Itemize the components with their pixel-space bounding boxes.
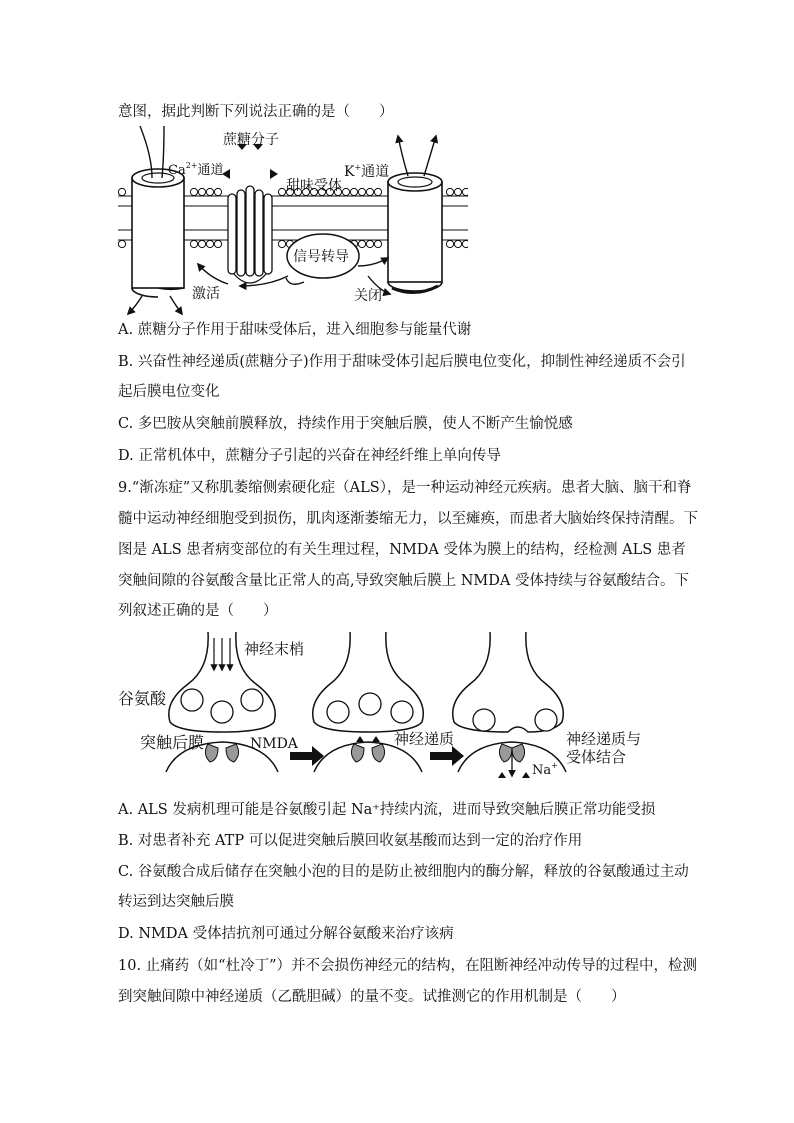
transmitter-receptor-binding-label-1: 神经递质与 bbox=[566, 730, 642, 748]
na-ion-label: Na+ bbox=[532, 761, 558, 778]
phospholipid-head bbox=[374, 188, 381, 195]
q8-option-b-cont: 起后膜电位变化 bbox=[118, 384, 220, 400]
q8-stem-tail: 意图，据此判断下列说法正确的是（ ） bbox=[118, 104, 394, 120]
phospholipid-head bbox=[350, 188, 357, 195]
q10-stem-1: 10. 止痛药（如“杜冷丁”）并不会损伤神经元的结构，在阻断神经冲动传导的过程中，检测 bbox=[118, 958, 697, 974]
q8-option-b: B. 兴奋性神经递质(蔗糖分子)作用于甜味受体引起后膜电位变化，抑制性神经递质不会引 bbox=[118, 354, 686, 370]
ca-channel bbox=[128, 126, 184, 314]
glutamate-label: 谷氨酸 bbox=[118, 689, 167, 708]
phospholipid-head bbox=[118, 240, 125, 247]
phospholipid-head bbox=[206, 240, 213, 247]
phospholipid-head bbox=[462, 188, 468, 195]
q9-option-a: A. ALS 发病机理可能是谷氨酸引起 Na⁺持续内流，进而导致突触后膜正常功能受损 bbox=[118, 802, 656, 818]
phospholipid-head bbox=[462, 240, 468, 247]
q9-stem-2: 髓中运动神经细胞受到损伤，肌肉逐渐萎缩无力，以至瘫痪，而患者大脑始终保持清醒。下 bbox=[118, 511, 698, 527]
sucrose-label: 蔗糖分子 bbox=[223, 132, 279, 148]
q10-stem-2: 到突触间隙中神经递质（乙酰胆碱）的量不变。试推测它的作用机制是（ ） bbox=[118, 989, 626, 1005]
q9-stem-3: 图是 ALS 患者病变部位的有关生理过程，NMDA 受体为膜上的结构，经检测 ALS 患者 bbox=[118, 542, 686, 558]
phospholipid-head bbox=[190, 240, 197, 247]
phospholipid-head bbox=[342, 188, 349, 195]
q8-option-a: A. 蔗糖分子作用于甜味受体后，进入细胞参与能量代谢 bbox=[118, 322, 472, 338]
activate-label: 激活 bbox=[192, 286, 220, 302]
synapse-nmda-figure bbox=[118, 632, 678, 792]
k-channel-label: K+通道 bbox=[344, 163, 390, 180]
q9-option-c: C. 谷氨酸合成后储存在突触小泡的目的是防止被细胞内的酶分解，释放的谷氨酸通过主动 bbox=[118, 864, 689, 880]
sweet-receptor bbox=[228, 186, 272, 283]
phospholipid-head bbox=[454, 240, 461, 247]
postsynaptic-membrane-label: 突触后膜 bbox=[140, 733, 205, 752]
phospholipid-head bbox=[198, 188, 205, 195]
nerve-ending-label: 神经末梢 bbox=[244, 640, 305, 658]
phospholipid-head bbox=[446, 188, 453, 195]
sweet-receptor-figure bbox=[118, 126, 468, 316]
q9-option-b: B. 对患者补充 ATP 可以促进突触后膜回收氨基酸而达到一定的治疗作用 bbox=[118, 833, 583, 849]
synapse-panel-3 bbox=[453, 632, 566, 778]
phospholipid-head bbox=[190, 188, 197, 195]
synapse-panel-2 bbox=[313, 632, 424, 772]
phospholipid-head bbox=[358, 240, 365, 247]
q9-option-d: D. NMDA 受体拮抗剂可通过分解谷氨酸来治疗该病 bbox=[118, 926, 454, 942]
phospholipid-head bbox=[206, 188, 213, 195]
phospholipid-head bbox=[278, 240, 285, 247]
sweet-receptor-label: 甜味受体 bbox=[286, 178, 342, 194]
phospholipid-head bbox=[374, 240, 381, 247]
phospholipid-head bbox=[118, 188, 125, 195]
k-channel bbox=[388, 136, 442, 293]
nmda-label: NMDA bbox=[250, 736, 298, 752]
q9-option-c-cont: 转运到达突触后膜 bbox=[118, 894, 234, 910]
phospholipid-head bbox=[454, 188, 461, 195]
phospholipid-head bbox=[366, 188, 373, 195]
q9-stem-5: 列叙述正确的是（ ） bbox=[118, 603, 278, 619]
q8-option-c: C. 多巴胺从突触前膜释放，持续作用于突触后膜，使人不断产生愉悦感 bbox=[118, 416, 573, 432]
transmitter-label: 神经递质 bbox=[394, 730, 455, 748]
sucrose-molecules bbox=[222, 144, 278, 179]
phospholipid-head bbox=[278, 188, 285, 195]
q9-stem-4: 突触间隙的谷氨酸含量比正常人的高,导致突触后膜上 NMDA 受体持续与谷氨酸结合。下 bbox=[118, 573, 689, 589]
phospholipid-head bbox=[214, 188, 221, 195]
transmitter-receptor-binding-label-2: 受体结合 bbox=[566, 748, 627, 766]
close-label: 关闭 bbox=[354, 288, 382, 304]
phospholipid-head bbox=[446, 240, 453, 247]
q8-option-d: D. 正常机体中，蔗糖分子引起的兴奋在神经纤维上单向传导 bbox=[118, 448, 501, 464]
ca-channel-label: $Ca^{2+}$通道 bbox=[168, 161, 224, 178]
phospholipid-head bbox=[358, 188, 365, 195]
phospholipid-head bbox=[214, 240, 221, 247]
q9-stem-1: 9.“渐冻症”又称肌萎缩侧索硬化症（ALS），是一种运动神经元疾病。患者大脑、脑干和脊 bbox=[118, 480, 692, 496]
process-arrow-2 bbox=[430, 746, 464, 766]
phospholipid-head bbox=[198, 240, 205, 247]
signal-transduction-label: 信号转导 bbox=[293, 249, 349, 265]
phospholipid-head bbox=[366, 240, 373, 247]
